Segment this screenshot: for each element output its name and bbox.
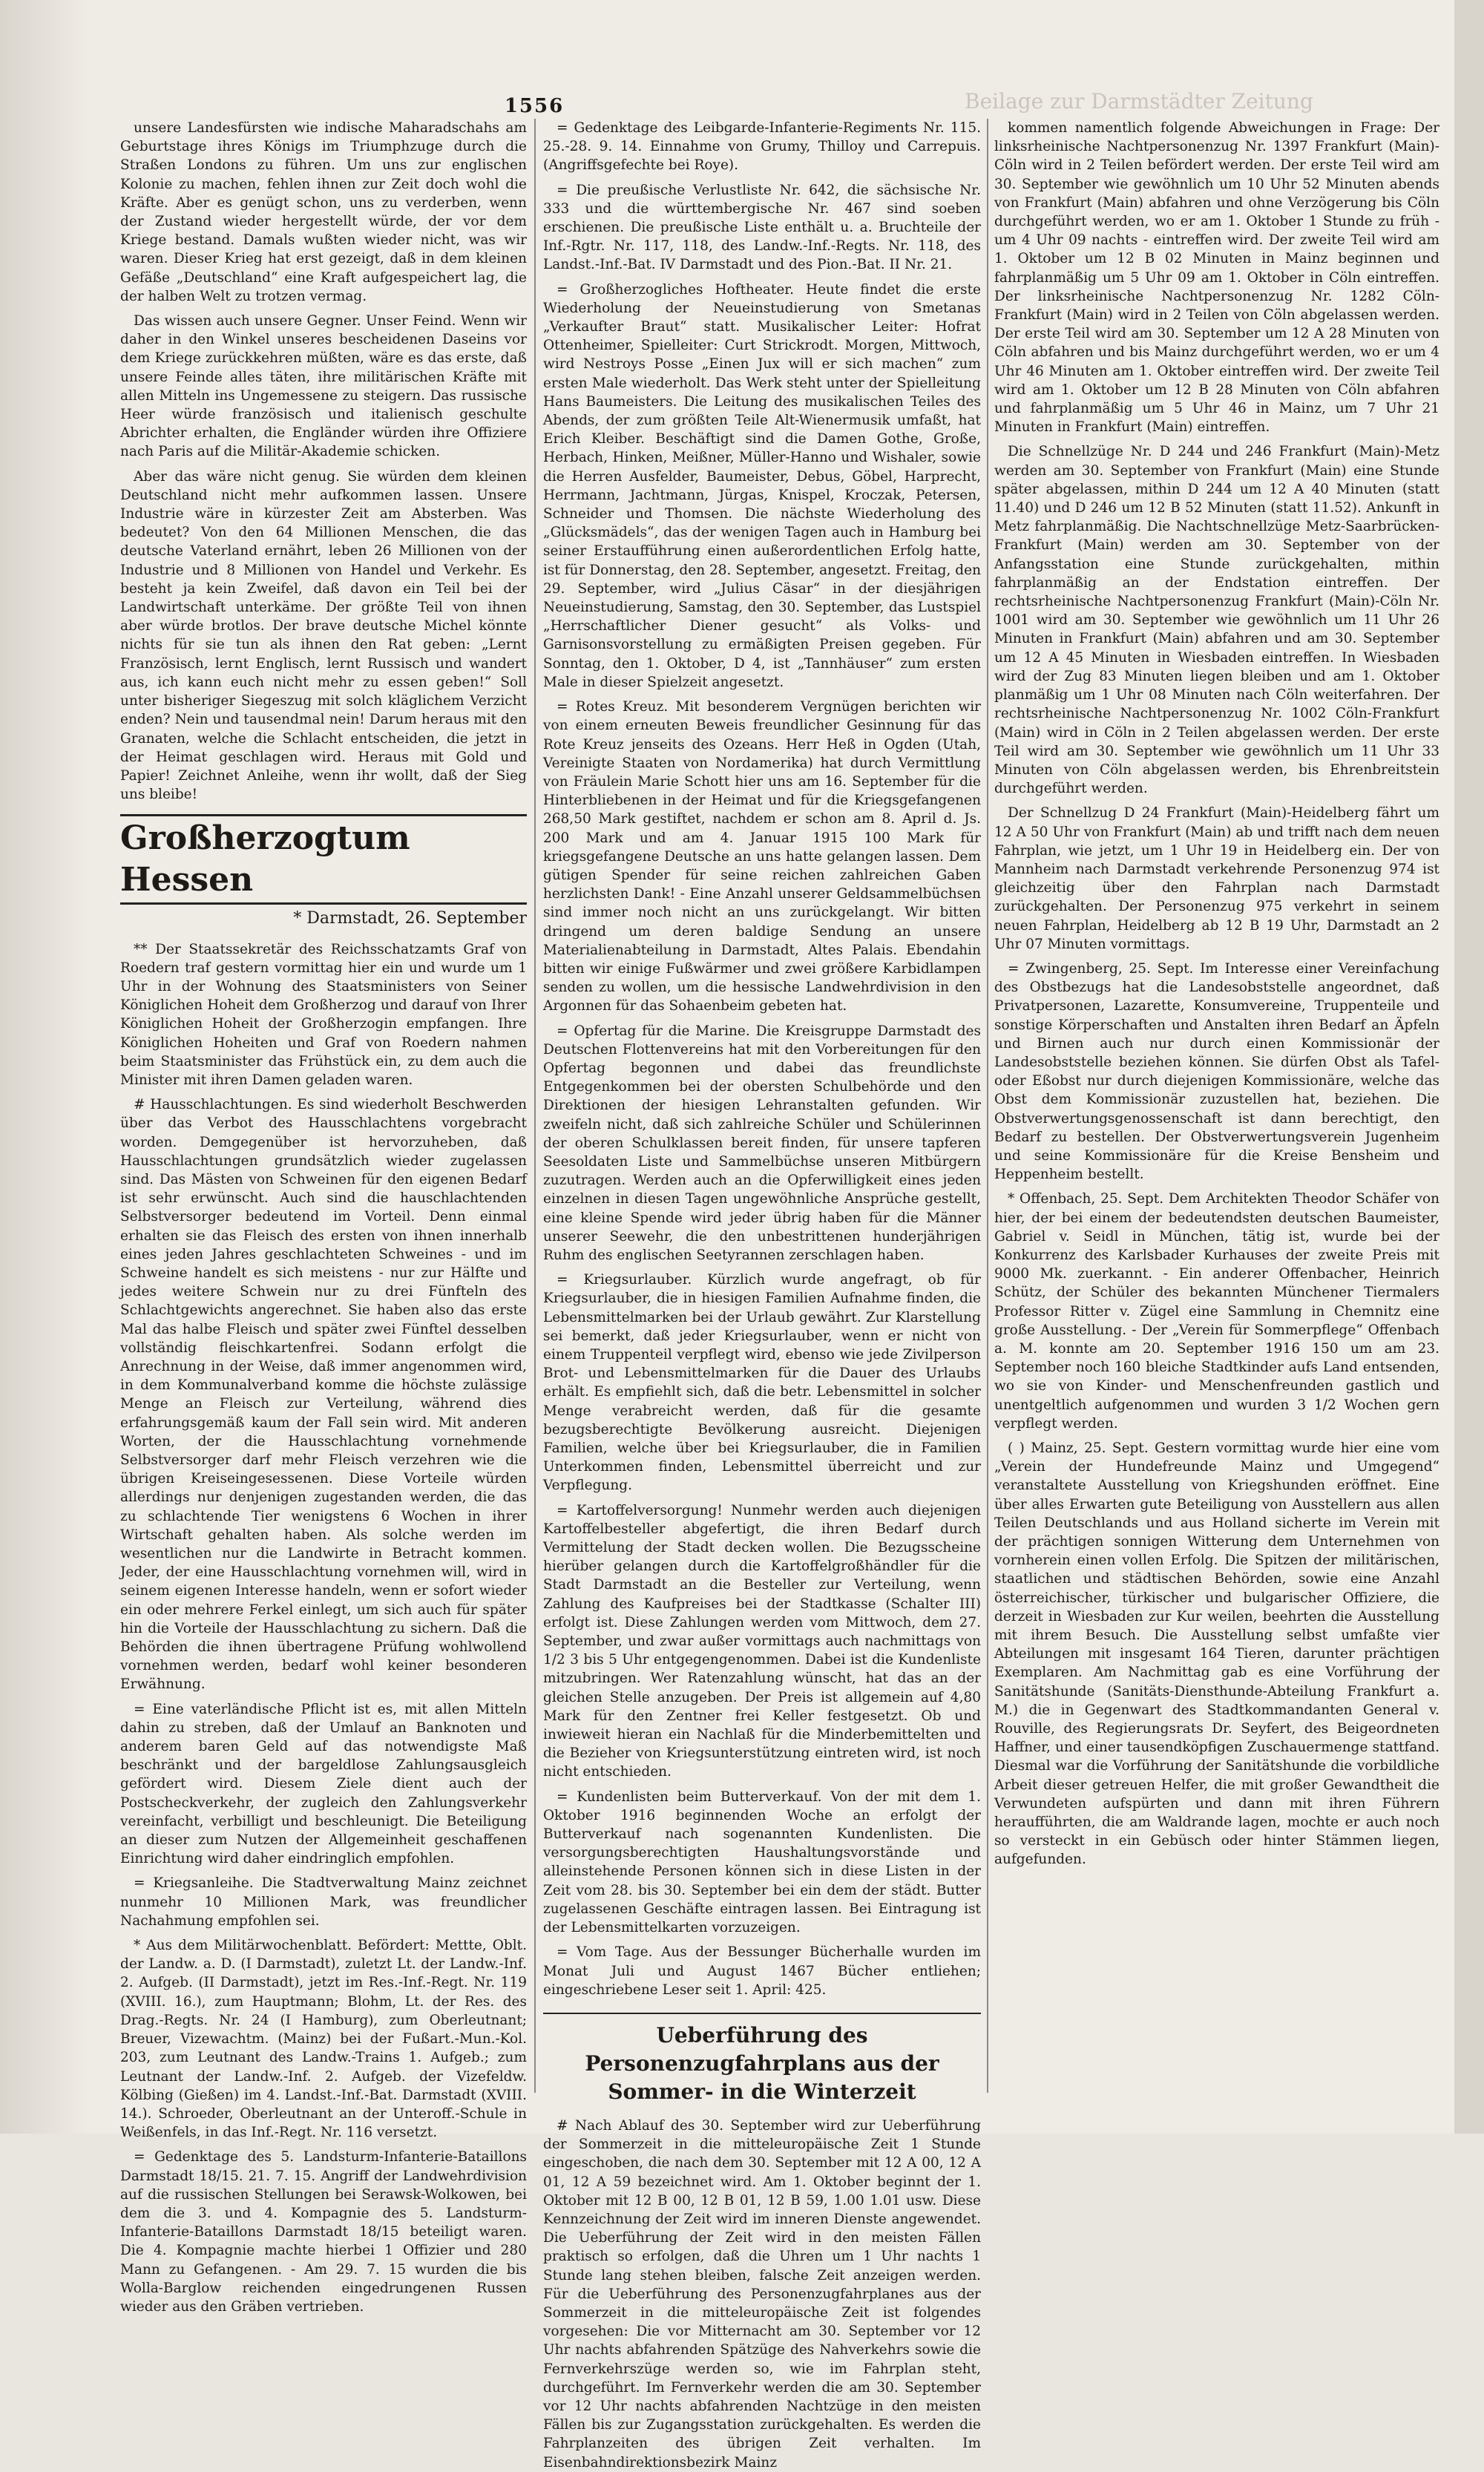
article-paragraph: ( ) Mainz, 25. Sept. Gestern vormittag wurde hier eine vom „Verein der Hundefreunde Mainz und Umgegend“ veranstaltete Ausstellung von Kriegshunden eröffnet. Eine über alles Erwarten gute Beteiligung von Ausstellern aus allen Teilen Deutschlands und aus Holland sicherte im Verein mit der prächtigen sonnigen Witterung dem Unternehmen von vornherein einen vollen Erfolg. Die Spitzen der militärischen, staatlichen und städtischen Behörden, sowie eine Anzahl österreichischer, türkischer und bulgarischer Offiziere, die derzeit in Wiesbaden zur Kur weilen, beehrten die Ausstellung mit ihrem Besuch. Die Ausstellung selbst umfaßte vier Abteilungen mit insgesamt 164 Tieren, darunter prächtigen Exemplaren. Am Nachmittag gab es eine Vorführung der Sanitätshunde (Sanitäts-Diensthunde-Abteilung Frankfurt a. M.) die in Gegenwart des Stadtkommandanten General v. Rouville, des Regierungsrats Dr. Seyfert, des Beigeordneten Haffner, und einer tausendköpfigen Zuschauermenge stattfand. Diesmal war die Vorführung der Sanitätshunde die vorbildliche Arbeit dieser getreuen Helfer, die mit großer Gewandtheit die Verwundeten aufspürten und dann mit ihren Führern heraufführten, die am Waldrande lagen, mochte er auch noch so versteckt in ein Gebüsch oder hinter Stämmen liegen, aufgefunden. <box>994 1440 1439 1868</box>
article-paragraph: # Nach Ablauf des 30. September wird zur Ueberführung der Sommerzeit in die mitteleuropäische Zeit 1 Stunde eingeschoben, die nach dem 30. September mit 12 A 00, 12 A 01, 12 A 59 bezeichnet wird. Am 1. Oktober beginnt der 1. Oktober mit 12 B 00, 12 B 01, 12 B 59, 1.00 1.01 usw. Diese Kennzeichnung der Zeit wird im inneren Dienste angewendet. Die Ueberführung der Zeit wird in den meisten Fällen praktisch so erfolgen, daß die Uhren um 1 Uhr nachts 1 Stunde lang stehen bleiben, falsche Zeit anzeigen werden. Für die Ueberführung des Personenzugfahrplanes aus der Sommerzeit in die mitteleuropäische Zeit ist folgendes vorgesehen: Die vor Mitternacht am 30. September vor 12 Uhr nachts abfahrenden Spätzüge des Nahverkehrs sowie die Fernverkehrszüge werden so, wie im Fahrplan steht, durchgeführt. Im Fernverkehr werden die am 30. September vor 12 Uhr nachts abfahrenden Nachtzüge in den meisten Fällen bis zur Zugangsstation zurückgehalten. Es werden die Fahrplanzeiten des übrigen Zeit verhalten. Im Eisenbahndirektionsbezirk Mainz <box>543 2117 981 2471</box>
article-paragraph: kommen namentlich folgende Abweichungen in Frage: Der linksrheinische Nachtpersonenzug Nr. 1397 Frankfurt (Main)-Cöln wird in 2 Teilen befördert werden. Der erste Teil wird am 30. September wie gewöhnlich um 10 Uhr 52 Minuten abends von Frankfurt (Main) abfahren und ohne Verzögerung bis Cöln durchgeführt werden, wo er am 1. Oktober 1 Stunde zu früh - um 4 Uhr 09 nachts - eintreffen wird. Der zweite Teil wird am 1. Oktober um 12 B 02 Minuten in Mainz beginnen und fahrplanmäßig um 5 Uhr 09 am 1. Oktober in Cöln eintreffen. Der linksrheinische Nachtpersonenzug Nr. 1282 Cöln-Frankfurt (Main) wird in 2 Teilen von Cöln abgelassen werden. Der erste Teil wird am 30. September um 12 A 28 Minuten von Cöln abfahren und bis Mainz durchgeführt werden, wo er um 4 Uhr 46 Minuten am 1. Oktober eintreffen wird. Der zweite Teil wird am 1. Oktober um 12 B 28 Minuten von Cöln abfahren und fahrplanmäßig um 5 Uhr 46 in Mainz, um 7 Uhr 21 Minuten in Frankfurt (Main) eintreffen. <box>994 120 1439 436</box>
article-paragraph: = Großherzogliches Hoftheater. Heute findet die erste Wiederholung der Neueinstudierung von Smetanas „Verkaufter Braut“ statt. Musikalischer Leiter: Hofrat Ottenheimer, Spielleiter: Curt Strickrodt. Morgen, Mittwoch, wird Nestroys Posse „Einen Jux will er sich machen“ zum ersten Male wiederholt. Das Werk steht unter der Spielleitung Hans Baumeisters. Die Leitung des musikalischen Teiles des Abends, der zum größten Teile Alt-Wienermusik umfaßt, hat Erich Kleiber. Beschäftigt sind die Damen Gothe, Große, Herbach, Hinken, Meißner, Müller-Hanno und Wishaler, sowie die Herren Ausfelder, Baumeister, Debus, Göbel, Harprecht, Herrmann, Jachtmann, Jürgas, Knispel, Kroczak, Petersen, Schneider und Thomsen. Die nächste Wiederholung des „Glücksmädels“, das der wenigen Tagen auch in Hamburg bei seiner Erstaufführung einen außerordentlichen Erfolg hatte, ist für Donnerstag, den 28. September, angesetzt. Freitag, den 29. September, wird „Julius Cäsar“ in der diesjährigen Neueinstudierung, Samstag, den 30. September, das Lustspiel „Herrschaftlicher Diener gesucht“ als Volks- und Garnisonsvorstellung zu ermäßigten Preisen gegeben. Für Sonntag, den 1. Oktober, D 4, ist „Tannhäuser“ zum ersten Male in dieser Spielzeit angesetzt. <box>543 281 981 690</box>
article-paragraph: Das wissen auch unsere Gegner. Unser Feind. Wenn wir daher in den Winkel unseres bescheidenen Daseins vor dem Kriege zurückkehren müßten, wäre es das erste, daß unsere Feinde alles täten, ihre militärischen Kräfte mit allen Mitteln ins Ungemessene zu steigern. Das russische Heer würde französisch und italienisch geschulte Abrichter erhalten, die Engländer würden ihre Offiziere nach Paris auf die Militär-Akademie schicken. <box>120 313 527 460</box>
article-paragraph: Aber das wäre nicht genug. Sie würden dem kleinen Deutschland nicht mehr aufkommen lassen. Unsere Industrie wäre in kürzester Zeit am Absterben. Was bedeutet? Von den 64 Millionen Menschen, die das deutsche Vaterland ernährt, leben 26 Millionen von der Industrie und 8 Millionen von Handel und Verkehr. Es besteht ja kein Zweifel, daß davon ein Teil bei der Landwirtschaft unterkäme. Der größte Teil von ihnen aber würde brotlos. Der brave deutsche Michel könnte nichts für sie tun als ihnen den Rat geben: „Lernt Französisch, lernt Englisch, lernt Russisch und wandert aus, ich kann euch nicht mehr zu essen geben!“ Soll unter bisheriger Siegeszug mit solch kläglichem Verzicht enden? Nein und tausendmal nein! Darum heraus mit den Granaten, welche die Schlacht entscheiden, die jetzt in der Heimat geschlagen wird. Heraus mit Gold und Papier! Zeichnet Anleihe, wenn ihr wollt, daß der Sieg uns bleibe! <box>120 468 527 803</box>
page-edge <box>1454 0 1484 2134</box>
article-paragraph: = Gedenktage des Leibgarde-Infanterie-Regiments Nr. 115. 25.-28. 9. 14. Einnahme von Grumy, Thilloy und Carrepuis. (Angriffsgefechte bei Roye). <box>543 120 981 174</box>
column-2 <box>543 119 981 2471</box>
article-paragraph: * Offenbach, 25. Sept. Dem Architekten Theodor Schäfer von hier, der bei einem der bedeutendsten deutschen Baumeister, Gabriel v. Seidl in München, tätig ist, wurde bei der Konkurrenz des Karlsbader Kurhauses der zweite Preis mit 9000 Mk. zuerkannt. - Ein anderer Offenbacher, Heinrich Schütz, der Schüler des bekannten Münchener Tiermalers Professor Ritter v. Zügel eine Sammlung in Chemnitz eine große Ausstellung. - Der „Verein für Sommerpflege“ Offenbach a. M. konnte am 20. September 1916 150 um am 23. September noch 160 bleiche Stadtkinder aufs Land entsenden, wo sie von Kinder- und Menschenfreunden gastlich und unentgeltlich aufgenommen und wurden 3 1/2 Wochen gern verpflegt werden. <box>994 1191 1439 1432</box>
article-paragraph: unsere Landesfürsten wie indische Maharadschahs am Geburtstage ihres Königs im Triumphzuge durch die Straßen Londons zu führen. Um uns zur englischen Kolonie zu machen, fehlen ihnen zur Zeit doch wohl die Kräfte. Aber es genügt schon, uns zu verderben, wenn der Zustand wieder hergestellt würde, der vor dem Kriege bestand. Damals wußten wieder nicht, was wir waren. Dieser Krieg hat erst gezeigt, daß in dem kleinen Gefäße „Deutschland“ eine Kraft aufgespeichert lag, die der halben Welt zu trotzen vermag. <box>120 120 527 304</box>
section-title: Ueberführung des Personenzugfahrplans aus der Sommer- in die Winterzeit <box>543 2013 981 2106</box>
article-paragraph: = Kartoffelversorgung! Nunmehr werden auch diejenigen Kartoffelbesteller abgefertigt, die ihren Bedarf durch Vermittelung der Stadt decken wollen. Die Bezugsscheine hierüber gelangen durch die Kartoffelgroßhändler für die Stadt Darmstadt an die Besteller zur Verteilung, wenn Zahlung des Kaufpreises bei der Stadtkasse (Schalter III) erfolgt ist. Diese Zahlungen werden vom Mittwoch, dem 27. September, und zwar außer vormittags auch nachmittags von 1/2 3 bis 5 Uhr entgegengenommen. Dabei ist die Kundenliste mitzubringen. Wer Ratenzahlung wünscht, hat das an der gleichen Stelle anzugeben. Der Preis ist allgemein auf 4,80 Mark für den Zentner frei Keller festgesetzt. Ob und inwieweit hieran ein Nachlaß für die Minderbemittelten und die Bezieher von Kriegsunterstützung eintreten wird, ist noch nicht entschieden. <box>543 1502 981 1780</box>
page-number: 1556 <box>504 95 565 117</box>
article-paragraph: = Eine vaterländische Pflicht ist es, mit allen Mitteln dahin zu streben, daß der Umlauf an Banknoten und anderem baren Geld auf das notwendigste Maß beschränkt und der bargeldlose Zahlungsausgleich gefördert wird. Diesem Ziele dient auch der Postscheckverkehr, der zugleich den Zahlungsverkehr vereinfacht, verbilligt und beschleunigt. Die Beteiligung an dieser zum Nutzen der Allgemeinheit geschaffenen Einrichtung wird daher eindringlich empfohlen. <box>120 1701 527 1867</box>
section-headline: Großherzogtum Hessen <box>120 814 527 905</box>
column-1 <box>120 119 527 2315</box>
article-paragraph: = Kriegsanleihe. Die Stadtverwaltung Mainz zeichnet nunmehr 10 Millionen Mark, was freundlicher Nachahmung empfohlen sei. <box>120 1875 527 1929</box>
column-rule <box>534 119 536 2093</box>
masthead-ghost: Beilage zur Darmstädter Zeitung <box>965 89 1313 114</box>
article-paragraph: = Opfertag für die Marine. Die Kreisgruppe Darmstadt des Deutschen Flottenvereins hat mit den Vorbereitungen für den Opfertag begonnen und dabei das freundlichste Entgegenkommen bei der obersten Schulbehörde und den Direktionen der hiesigen Lehranstalten gefunden. Wir zweifeln nicht, daß sich zahlreiche Schüler und Schülerinnen der oberen Schulklassen bereit finden, für unsere tapferen Seesoldaten Liste und Sammelbüchse unseren Mitbürgern zuzutragen. Werden auch an die Opferwilligkeit eines jeden einzelnen in diesen Tagen ungewöhnliche Ansprüche gestellt, eine kleine Spende wird jeder übrig haben für die Männer unserer Seewehr, die den unbestrittenen hunderjährigen Ruhm des englischen Seetyrannen zerschlagen haben. <box>543 1023 981 1263</box>
column-rule <box>987 119 988 2093</box>
article-paragraph: = Die preußische Verlustliste Nr. 642, die sächsische Nr. 333 und die württembergische Nr. 467 sind soeben erschienen. Die preußische Liste enthält u. a. Bruchteile der Inf.-Rgtr. Nr. 117, 118, des Landw.-Inf.-Regts. Nr. 118, des Landst.-Inf.-Bat. IV Darmstadt und des Pion.-Bat. II Nr. 21. <box>543 182 981 273</box>
article-paragraph: Der Schnellzug D 24 Frankfurt (Main)-Heidelberg fährt um 12 A 50 Uhr von Frankfurt (Main) ab und trifft nach dem neuen Fahrplan, wie jetzt, um 1 Uhr 19 in Heidelberg ein. Der von Mannheim nach Darmstadt verkehrende Personenzug 974 ist gleichzeitig über den Fahrplan nach Darmstadt zurückgehalten. Der Personenzug 975 verkehrt in seinem neuen Fahrplan, Heidelberg ab 12 B 19 Uhr, Darmstadt an 2 Uhr 07 Minuten vormittags. <box>994 805 1439 952</box>
dateline: * Darmstadt, 26. September <box>293 909 527 928</box>
article-paragraph: = Zwingenberg, 25. Sept. Im Interesse einer Vereinfachung des Obstbezugs hat die Landesobststelle angeordnet, daß Privatpersonen, Lazarette, Konsumvereine, Truppenteile und sonstige Körperschaften und Anstalten ihren Bedarf an Äpfeln und Birnen auch nur durch einen Kommissionär der Landesobststelle beziehen können. Sie dürfen Obst als Tafel- oder Eßobst nur durch diejenigen Kommissionäre, welche das Obst dem Kommissionär zuzustellen hat, beziehen. Die Obstverwertungsgenossenschaft ist dann berechtigt, den Bedarf zu bestellen. Der Obstverwertungsverein Jugenheim und seine Kommissionäre für die Kreise Bensheim und Heppenheim bestellt. <box>994 960 1439 1183</box>
article-paragraph: = Kundenlisten beim Butterverkauf. Von der mit dem 1. Oktober 1916 beginnenden Woche an erfolgt der Butterverkauf nach sogenannten Kundenlisten. Die versorgungsberechtigten Haushaltungsvorstände und alleinstehende Personen können sich in diese Listen in der Zeit vom 28. bis 30. September bei ein dem der städt. Butter zugelassenen Geschäfte eintragen lassen. Bei Eintragung ist der Lebensmittelkarten vorzuzeigen. <box>543 1789 981 1936</box>
article-paragraph: = Vom Tage. Aus der Bessunger Bücherhalle wurden im Monat Juli und August 1467 Bücher entliehen; eingeschriebene Leser seit 1. April: 425. <box>543 1944 981 1998</box>
article-paragraph: = Kriegsurlauber. Kürzlich wurde angefragt, ob für Kriegsurlauber, die in hiesigen Familien Aufnahme finden, die Lebensmittelmarken bei der Urlaub gewährt. Zur Klarstellung sei bemerkt, daß jeder Kriegsurlauber, wenn er nicht von einem Truppenteil verpflegt wird, ebenso wie jede Zivilperson Brot- und Lebensmittelmarken für die Dauer des Urlaubs erhält. Es empfiehlt sich, daß die betr. Lebensmittel in solcher Menge verabreicht werden, daß für die gesamte bezugsberechtigte Bevölkerung ausreicht. Diejenigen Familien, welche über bei Kriegsurlauber, die in Familien Unterkommen finden, Lebensmittel überreicht und zur Verpflegung. <box>543 1272 981 1494</box>
article-paragraph: * Aus dem Militärwochenblatt. Befördert: Mettte, Oblt. der Landw. a. D. (I Darmstadt), zuletzt Lt. der Landw.-Inf. 2. Aufgeb. (II Darmstadt), jetzt im Res.-Inf.-Regt. Nr. 119 (XVIII. 16.), zum Hauptmann; Blohm, Lt. der Res. des Drag.-Regts. Nr. 24 (I Hamburg), zum Oberleutnant; Breuer, Vizewachtm. (Mainz) bei der Fußart.-Mun.-Kol. 203, zum Leutnant des Landw.-Trains 1. Aufgeb.; zum Leutnant der Landw.-Inf. 2. Aufgeb. der Vizefeldw. Kölbing (Gießen) im 4. Landst.-Inf.-Bat. Darmstadt (XVIII. 14.). Schroeder, Oberleutnant an der Unteroff.-Schule in Weißenfels, in das Inf.-Regt. Nr. 116 versetzt. <box>120 1938 527 2141</box>
article-paragraph: = Rotes Kreuz. Mit besonderem Vergnügen berichten wir von einem erneuten Beweis freundlicher Gesinnung für das Rote Kreuz jenseits des Ozeans. Herr Heß in Ogden (Utah, Vereinigte Staaten von Nordamerika) hat durch Vermittlung von Fräulein Marie Schott hier uns am 16. September für die Hinterbliebenen in der Heimat und für die Kriegsgefangenen 268,50 Mark gestiftet, nachdem er schon am 8. April d. Js. 200 Mark und am 4. Januar 1915 100 Mark für kriegsgefangene Deutsche an uns hatte gelangen lassen. Dem gütigen Spender für seine reichen zahlreichen Gaben herzlichsten Dank! - Eine Anzahl unserer Geldsammelbüchsen sind immer noch nicht an uns zurückgelangt. Wir bitten dringend um deren baldige Sendung an unsere Materialienabteilung in Darmstadt, Altes Palais. Ebendahin bitten wir einige Fußwärmer und zwei größere Karbidlampen senden zu wollen, um die hessische Landwehrdivision in den Argonnen für das Sohaenbeim gebeten hat. <box>543 699 981 1014</box>
article-paragraph: # Hausschlachtungen. Es sind wiederholt Beschwerden über das Verbot des Hausschlachtens vorgebracht worden. Demgegenüber ist hervorzuheben, daß Hausschlachtungen grundsätzlich wieder zugelassen sind. Das Mästen von Schweinen für den eigenen Bedarf ist sehr erwünscht. Auch sind die hauschlachtenden Selbstversorger bedeutend im Vorteil. Denn einmal erhalten sie das Fleisch des ersten von ihnen innerhalb eines jeden Jahres geschlachteten Schweines - und im Schweine handelt es sich meistens - nur zur Hälfte und jedes weitere Schwein nur zu drei Fünfteln des Schlachtgewichts angerechnet. Sie haben also das erste Mal das halbe Fleisch und später zwei Fünftel desselben vollständig fleischkartenfrei. Sodann erfolgt die Anrechnung in der Weise, daß immer angenommen wird, in dem Kommunalverband komme die höchste zulässige Menge an Fleisch zur Verteilung, während dies erfahrungsgemäß kaum der Fall sein wird. Mit anderen Worten, der die Hausschlachtung vornehmende Selbstversorger darf mehr Fleisch verzehren wie die übrigen Kreiseingesessenen. Diese Vorteile würden allerdings nur denjenigen zugestanden werden, die das zu schlachtende Tier wenigstens 6 Wochen in ihrer Wirtschaft gehalten haben. Als solche werden im wesentlichen nur die Landwirte in Betracht kommen. Jeder, der eine Hausschlachtung vornehmen will, wird in seinem eigenen Interesse handeln, wenn er sofort wieder ein oder mehrere Ferkel einlegt, um sich auch für später hin die Vorteile der Hausschlachtung zu sichern. Daß die Behörden die ihnen übertragene Prüfung wohlwollend vornehmen werden, bedarf wohl keiner besonderen Erwähnung. <box>120 1097 527 1693</box>
article-paragraph: Die Schnellzüge Nr. D 244 und 246 Frankfurt (Main)-Metz werden am 30. September von Frankfurt (Main) eine Stunde später abgelassen, mithin D 244 um 12 A 40 Minuten (statt 11.40) und D 246 um 12 B 52 Minuten (statt 11.52). Ankunft in Metz fahrplanmäßig. Die Nachtschnellzüge Metz-Saarbrücken-Frankfurt (Main) werden am 30. September von der Anfangsstation eine Stunde zurückgehalten, mithin fahrplanmäßig an der Endstation eintreffen. Der rechtsrheinische Nachtpersonenzug Frankfurt (Main)-Cöln Nr. 1001 wird am 30. September wie gewöhnlich um 11 Uhr 26 Minuten in Frankfurt (Main) abfahren und am 30. September um 12 A 45 Minuten in Wiesbaden eintreffen. In Wiesbaden wird der Zug 83 Minuten liegen bleiben und am 1. Oktober planmäßig um 1 Uhr 08 Minuten nach Cöln weiterfahren. Der rechtsrheinische Nachtpersonenzug Nr. 1002 Cöln-Frankfurt (Main) wird in Cöln in 2 Teilen abgelassen werden. Der erste Teil wird am 30. September wie gewöhnlich um 11 Uhr 33 Minuten von Cöln abgelassen werden, bis Ehrenbreitstein durchgeführt werden. <box>994 444 1439 797</box>
page-fold-shadow <box>0 0 89 2134</box>
article-paragraph: = Gedenktage des 5. Landsturm-Infanterie-Bataillons Darmstadt 18/15. 21. 7. 15. Angriff der Landwehrdivision auf die russischen Stellungen bei Serawsk-Wolkowen, bei dem die 3. und 4. Kompagnie des 5. Landsturm-Infanterie-Bataillons Darmstadt 18/15 beteiligt waren. Die 4. Kompagnie machte hierbei 1 Offizier und 280 Mann zu Gefangenen. - Am 29. 7. 15 wurden die bis Wolla-Barglow reichenden eingedrungenen Russen wieder aus den Gräben vertrieben. <box>120 2149 527 2315</box>
column-3 <box>994 119 1439 2115</box>
article-paragraph: ** Der Staatssekretär des Reichsschatzamts Graf von Roedern traf gestern vormittag hier ein und wurde um 1 Uhr in der Wohnung des Staatsministers von Seiner Königlichen Hoheit dem Großherzog und darauf von Ihrer Königlichen Hoheit der Großherzogin empfangen. Ihre Königlichen Hoheiten und Graf von Roedern nahmen beim Staatsminister das Frühstück ein, zu dem auch die Minister mit ihren Damen geladen waren. <box>120 941 527 1088</box>
